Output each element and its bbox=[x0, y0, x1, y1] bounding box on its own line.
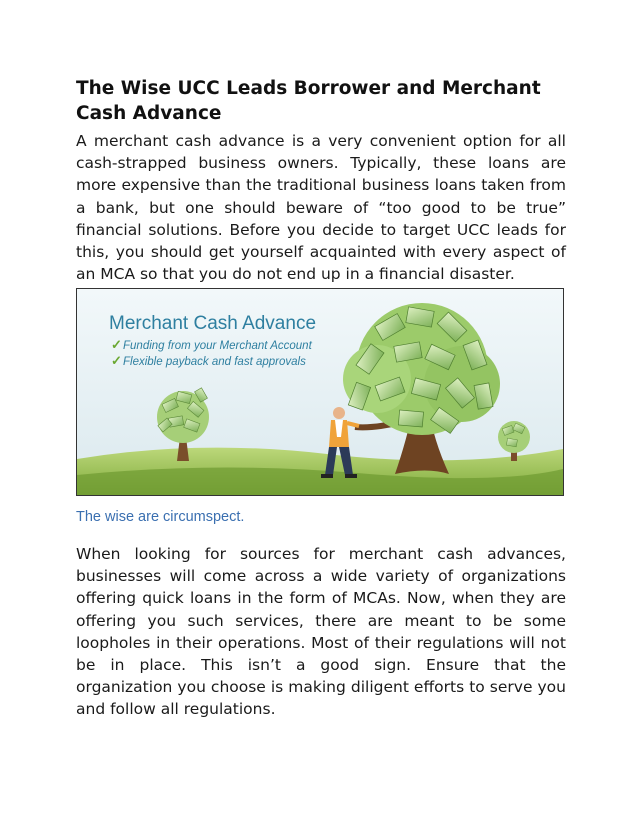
document-title: The Wise UCC Leads Borrower and Merchant Cash Advance bbox=[76, 78, 541, 124]
mca-illustration bbox=[76, 288, 564, 496]
image-caption: The wise are circumspect. bbox=[76, 509, 245, 525]
illustration-bullet-2: Flexible payback and fast approvals bbox=[123, 356, 306, 368]
intro-paragraph: A merchant cash advance is a very convenient option for all cash-strapped business owners. Typically, these loans are more expensive than the traditional business loans taken from a bank, but one should beware of “too good to be true” financial solutions. Before you decide to target UCC leads for this, you should get yourself acquainted with every aspect of an MCA so that you do not end up in a financial disaster. bbox=[76, 132, 566, 284]
check-icon: ✓ bbox=[111, 353, 122, 368]
check-icon: ✓ bbox=[111, 337, 122, 352]
illustration-heading: Merchant Cash Advance bbox=[109, 313, 317, 334]
illustration-bullet-1: Funding from your Merchant Account bbox=[123, 340, 312, 352]
body-paragraph: When looking for sources for merchant cash advances, businesses will come across a wide variety of organizations offering quick loans in the form of MCAs. Now, when they are offering you such services, there are meant to be some loopholes in their operations. Most of their regulations will not be in place. This isn’t a good sign. Ensure that the organization you choose is making diligent efforts to serve you and follow all regulations. bbox=[76, 545, 566, 719]
